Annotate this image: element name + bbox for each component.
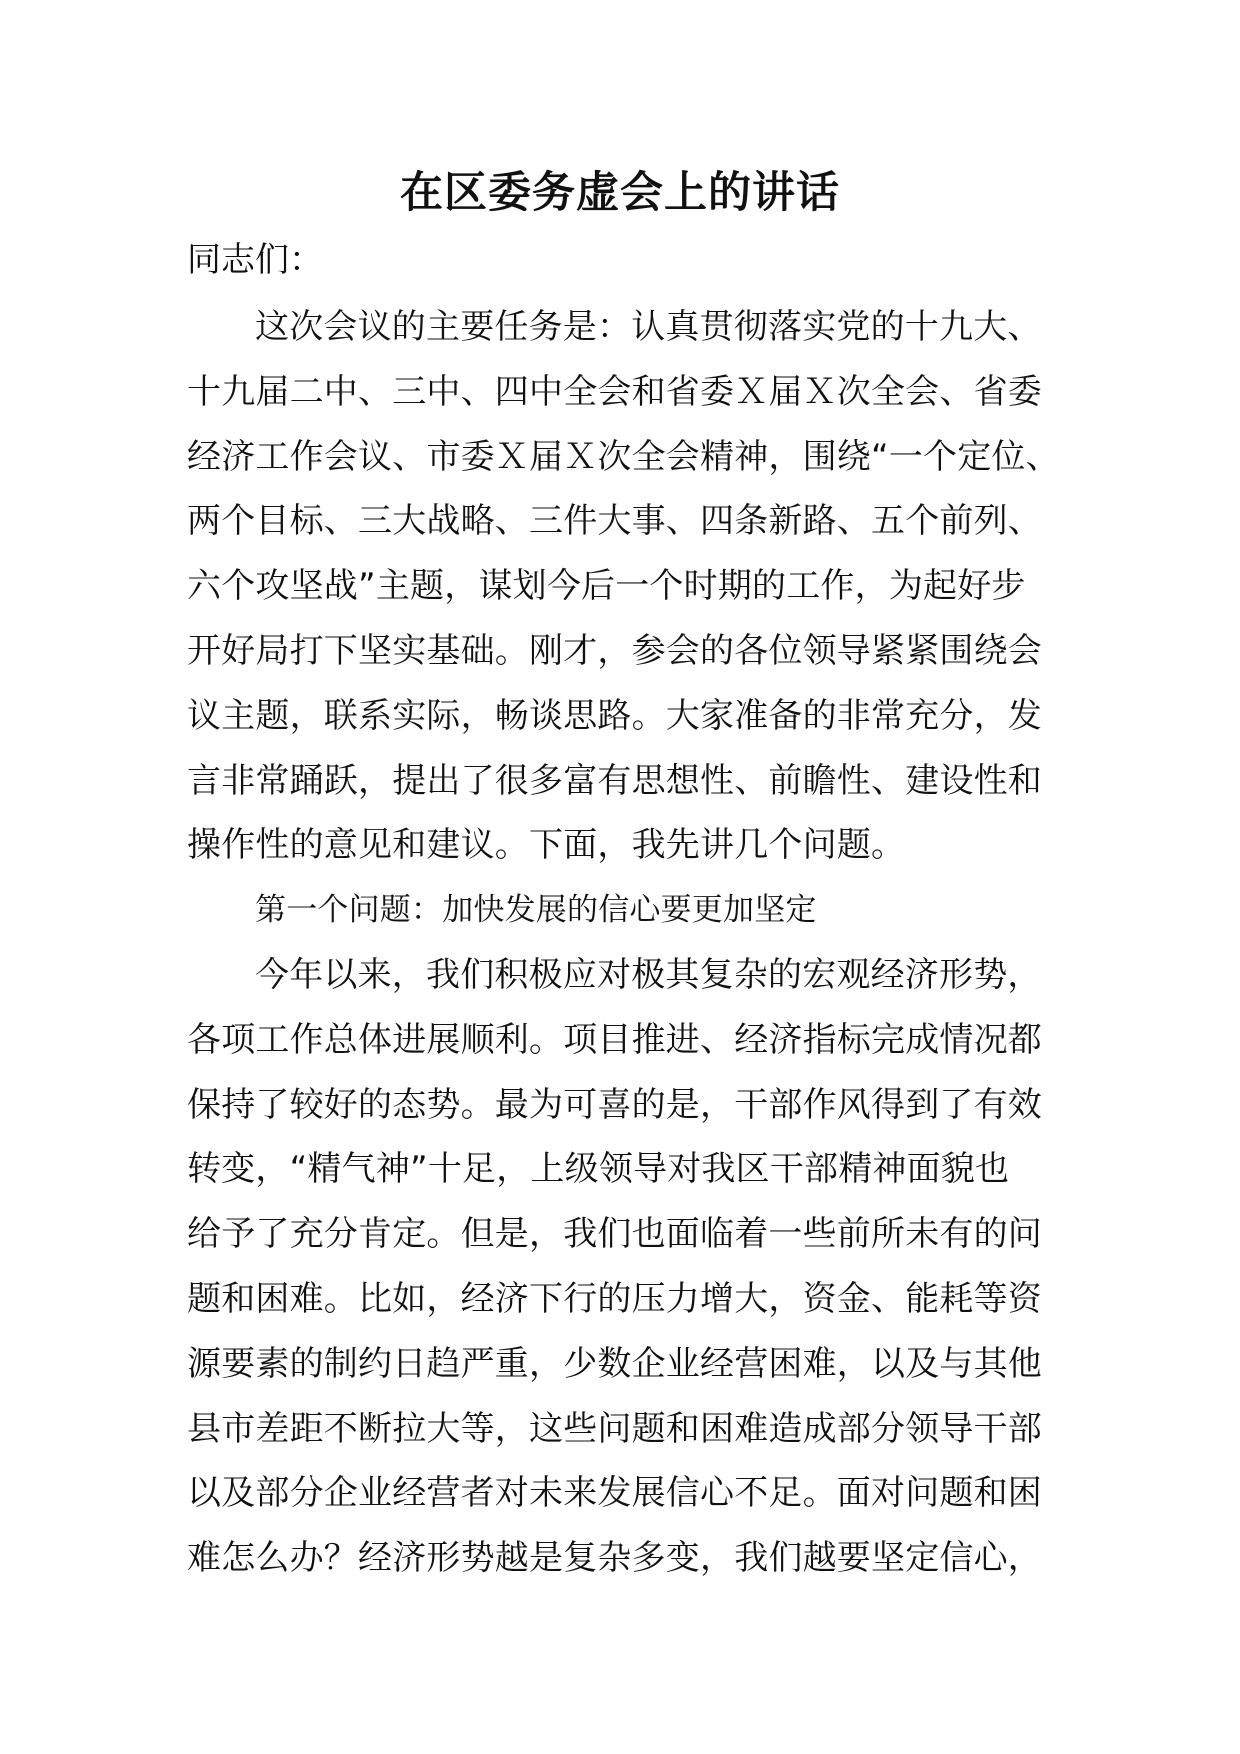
text-line: 难怎么办？经济形势越是复杂多变，我们越要坚定信心， — [187, 1538, 1042, 1579]
text-line: 议主题，联系实际，畅谈思路。大家准备的非常充分，发 — [187, 695, 1042, 736]
text-line: 给予了充分肯定。但是，我们也面临着一些前所未有的问 — [187, 1214, 1042, 1255]
text-line: 题和困难。比如，经济下行的压力增大，资金、能耗等资 — [187, 1278, 1042, 1319]
text-line: 今年以来，我们积极应对极其复杂的宏观经济形势， — [255, 954, 1042, 995]
text-line: 开好局打下坚实基础。刚才，参会的各位领导紧紧围绕会 — [187, 630, 1042, 671]
text-line: 各项工作总体进展顺利。项目推进、经济指标完成情况都 — [187, 1019, 1042, 1060]
section-heading: 第一个问题：加快发展的信心要更加坚定 — [255, 892, 817, 929]
body-text — [187, 295, 1077, 1591]
text-line: 两个目标、三大战略、三件大事、四条新路、五个前列、 — [187, 501, 1042, 542]
text-line: 言非常踊跃，提出了很多富有思想性、前瞻性、建设性和 — [187, 760, 1042, 801]
text-line: 这次会议的主要任务是：认真贯彻落实党的十九大、 — [255, 307, 1042, 347]
text-line: 经济工作会议、市委Ｘ届Ｘ次全会精神，围绕“一个定位、 — [187, 436, 1060, 477]
text-line: 源要素的制约日趋严重，少数企业经营困难，以及与其他 — [187, 1343, 1042, 1384]
text-line: 十九届二中、三中、四中全会和省委Ｘ届Ｘ次全会、省委 — [187, 371, 1042, 412]
text-line: 转变，“精气神”十足，上级领导对我区干部精神面貌也 — [187, 1149, 1010, 1190]
text-line: 保持了较好的态势。最为可喜的是，干部作风得到了有效 — [187, 1084, 1042, 1125]
text-line: 县市差距不断拉大等，这些问题和困难造成部分领导干部 — [187, 1408, 1042, 1449]
text-line: 操作性的意见和建议。下面，我先讲几个问题。 — [187, 825, 906, 866]
salutation: 同志们： — [187, 240, 323, 280]
text-line: 六个攻坚战”主题，谋划今后一个时期的工作，为起好步 — [187, 566, 1026, 607]
document-title: 在区委务虚会上的讲话 — [400, 168, 840, 218]
text-line: 以及部分企业经营者对未来发展信心不足。面对问题和困 — [187, 1473, 1042, 1514]
